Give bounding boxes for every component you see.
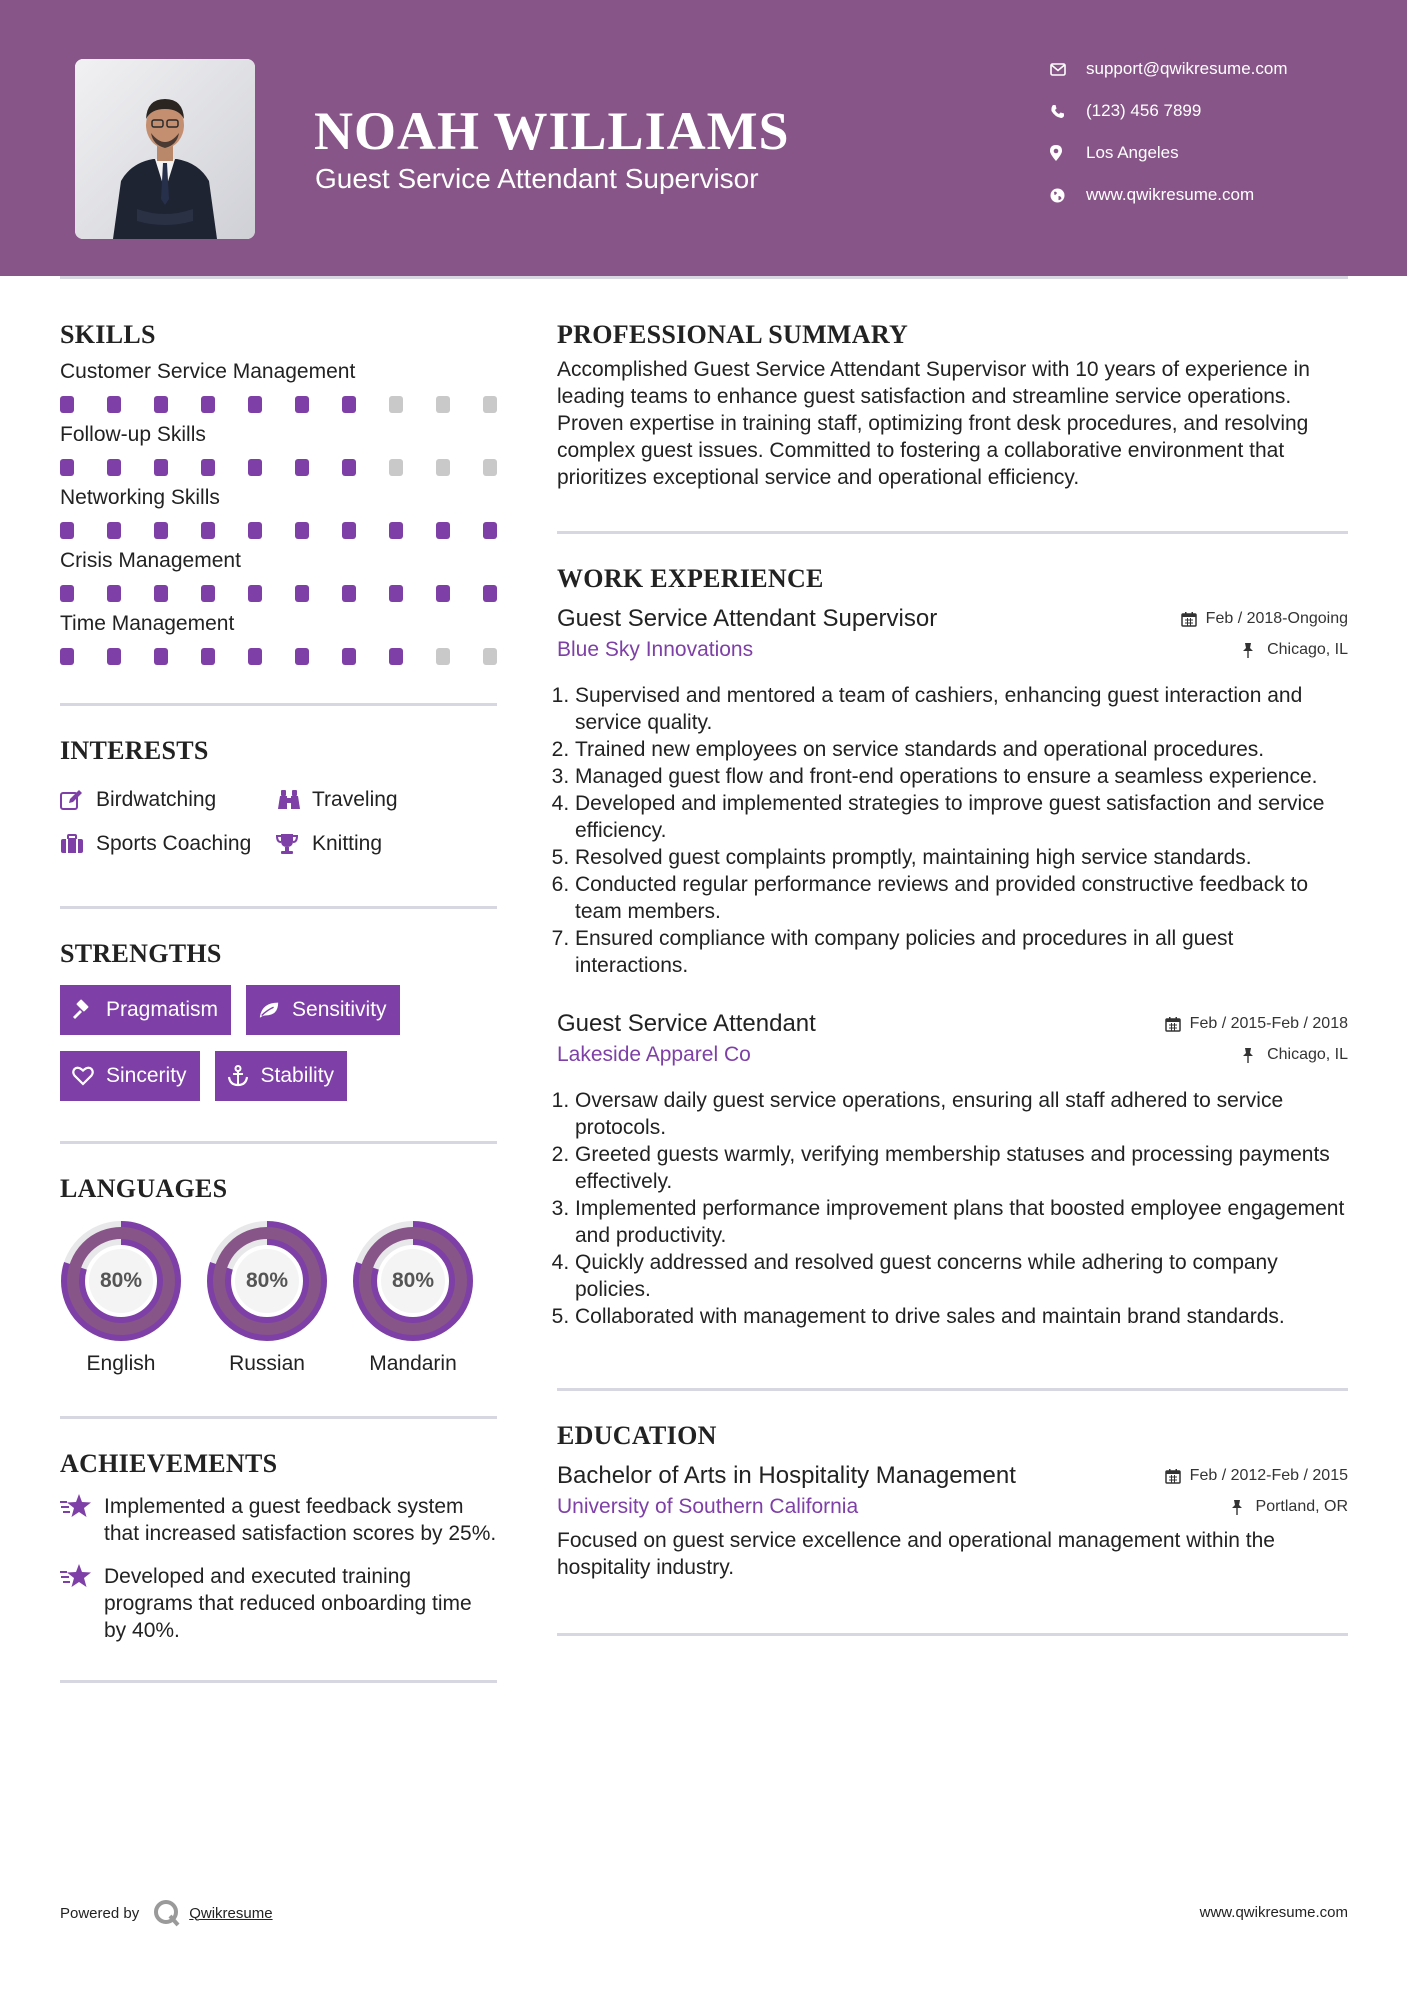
skill-dot-empty: [436, 648, 450, 665]
globe-icon: [1050, 185, 1074, 205]
education-entry: [557, 1461, 1348, 1581]
skill-dot-filled: [60, 648, 74, 665]
education-description: Focused on guest service excellence and operational management within the hospitality industry.: [557, 1529, 1275, 1579]
interest-item: [60, 822, 276, 866]
skills-title: SKILLS: [60, 320, 156, 349]
candidate-name: NOAH WILLIAMS: [314, 101, 790, 161]
language-name: English: [86, 1352, 156, 1375]
skill-dot-filled: [201, 396, 215, 413]
skill-dot-filled: [154, 648, 168, 665]
section-divider: [60, 1680, 497, 1683]
section-divider: [557, 531, 1348, 534]
contact-website-text: www.qwikresume.com: [1086, 185, 1255, 204]
skill-dot-filled: [107, 648, 121, 665]
section-divider: [557, 1633, 1348, 1636]
duty-item: 5. Collaborated with management to drive sales and maintain brand standards.: [575, 1303, 1348, 1330]
skill-dot-filled: [389, 648, 403, 665]
interest-item: [276, 778, 398, 822]
skill-dot-filled: [389, 522, 403, 539]
star-icon: [60, 1563, 92, 1589]
pin-icon: [1242, 1047, 1260, 1063]
skill-dot-filled: [201, 522, 215, 539]
strength-chip: [60, 985, 231, 1035]
job-title: Guest Service Attendant: [557, 1010, 816, 1037]
pin-icon: [1242, 642, 1260, 658]
header-divider: [60, 276, 1348, 279]
qwikresume-logo-icon: [153, 1899, 181, 1927]
right-column: [557, 318, 1348, 1636]
strength-chip: [246, 985, 400, 1035]
job-entry: [557, 1009, 1348, 1330]
achievement-item: [60, 1563, 497, 1644]
skill-dot-filled: [248, 396, 262, 413]
skill-level-dots: [60, 648, 497, 665]
strength-label: Pragmatism: [106, 998, 219, 1021]
achievements-title: ACHIEVEMENTS: [60, 1449, 278, 1478]
skills-list: [60, 358, 497, 665]
duty-item: 5. Resolved guest complaints promptly, maintaining high service standards.: [575, 844, 1348, 871]
achievement-text: Implemented a guest feedback system that increased satisfaction scores by 25%.: [104, 1495, 497, 1545]
skill-item: [60, 358, 497, 413]
duties-list: [557, 682, 1348, 979]
left-column: [60, 318, 497, 1683]
skill-dot-filled: [154, 585, 168, 602]
skill-dot-filled: [248, 522, 262, 539]
duty-item: 3. Managed guest flow and front-end operations to ensure a seamless experience.: [575, 763, 1348, 790]
skill-dot-empty: [389, 396, 403, 413]
skill-dot-filled: [248, 459, 262, 476]
school-name: University of Southern California: [557, 1495, 859, 1518]
skill-dot-filled: [60, 459, 74, 476]
duty-item: 7. Ensured compliance with company policies and procedures in all guest interactions.: [575, 925, 1348, 979]
skill-dot-filled: [154, 522, 168, 539]
skill-dot-empty: [436, 459, 450, 476]
phone-icon: [1050, 101, 1074, 121]
interest-label: Traveling: [312, 788, 398, 811]
skill-dot-empty: [389, 459, 403, 476]
skill-dot-filled: [295, 648, 309, 665]
skill-dot-filled: [295, 585, 309, 602]
section-divider: [60, 906, 497, 909]
skill-dot-filled: [248, 648, 262, 665]
skill-dot-filled: [342, 522, 356, 539]
skill-item: [60, 421, 497, 476]
skill-dot-filled: [60, 585, 74, 602]
job-location: [1242, 1046, 1348, 1064]
job-date-text: Feb / 2018-Ongoing: [1205, 610, 1348, 627]
section-divider: [557, 1388, 1348, 1391]
job-date: [1181, 610, 1348, 628]
language-donut: [60, 1220, 182, 1342]
language-item: [206, 1220, 328, 1376]
strengths-title: STRENGTHS: [60, 939, 222, 968]
languages-title: LANGUAGES: [60, 1174, 228, 1203]
degree-title: Bachelor of Arts in Hospitality Management: [557, 1462, 1016, 1489]
education-title: EDUCATION: [557, 1421, 717, 1450]
calendar-icon: [1165, 1016, 1183, 1032]
map-marker-icon: [1050, 143, 1074, 163]
duty-item: 3. Implemented performance improvement plans that boosted employee engagement and productivity.: [575, 1195, 1348, 1249]
job-location-text: Chicago, IL: [1267, 641, 1348, 658]
strengths-list: [60, 985, 497, 1117]
skill-dot-filled: [295, 396, 309, 413]
skill-dot-filled: [154, 396, 168, 413]
section-divider: [60, 703, 497, 706]
experience-title: WORK EXPERIENCE: [557, 564, 824, 593]
skill-dot-filled: [342, 585, 356, 602]
languages-list: [60, 1220, 497, 1376]
achievement-text: Developed and executed training programs that reduced onboarding time by 40%.: [104, 1565, 472, 1642]
section-divider: [60, 1141, 497, 1144]
strength-label: Sensitivity: [292, 998, 387, 1021]
language-donut: [352, 1220, 474, 1342]
skill-dot-filled: [60, 396, 74, 413]
skill-dot-empty: [483, 459, 497, 476]
skill-level-dots: [60, 522, 497, 539]
interests-title: INTERESTS: [60, 736, 209, 765]
contact-website[interactable]: [1050, 180, 1380, 210]
education-location-text: Portland, OR: [1255, 1498, 1348, 1515]
skill-item: [60, 610, 497, 665]
skill-level-dots: [60, 459, 497, 476]
job-date-text: Feb / 2015-Feb / 2018: [1189, 1015, 1348, 1032]
leaf-icon: [258, 999, 280, 1021]
skill-item: [60, 484, 497, 539]
skill-dot-filled: [342, 648, 356, 665]
strength-chip: [60, 1051, 200, 1101]
heart-icon: [72, 1065, 94, 1087]
skill-dot-filled: [60, 522, 74, 539]
envelope-icon: [1050, 59, 1074, 79]
skill-dot-filled: [295, 522, 309, 539]
education-date-text: Feb / 2012-Feb / 2015: [1189, 1467, 1348, 1484]
contact-phone-text: (123) 456 7899: [1086, 101, 1202, 120]
duty-item: 4. Developed and implemented strategies to improve guest satisfaction and service efficiency.: [575, 790, 1348, 844]
skill-dot-filled: [295, 459, 309, 476]
education-location: [1231, 1498, 1348, 1516]
skill-level-dots: [60, 585, 497, 602]
resume-header: [0, 0, 1407, 276]
language-donut: [206, 1220, 328, 1342]
skill-dot-filled: [154, 459, 168, 476]
skill-dot-filled: [436, 585, 450, 602]
footer-website[interactable]: www.qwikresume.com: [1199, 1904, 1348, 1921]
job-date: [1165, 1015, 1348, 1033]
language-percent: 80%: [245, 1269, 289, 1292]
skill-dot-filled: [107, 585, 121, 602]
skill-name: Time Management: [60, 612, 235, 635]
skill-dot-filled: [201, 459, 215, 476]
duty-item: 2. Trained new employees on service standards and operational procedures.: [575, 736, 1348, 763]
strength-label: Sincerity: [106, 1064, 187, 1087]
skill-dot-filled: [436, 522, 450, 539]
powered-by-text: Powered by: [60, 1904, 140, 1922]
skill-name: Customer Service Management: [60, 360, 356, 383]
skill-dot-empty: [483, 396, 497, 413]
interest-label: Sports Coaching: [96, 832, 252, 855]
gavel-icon: [72, 999, 94, 1021]
calendar-icon: [1181, 611, 1199, 627]
job-title: Guest Service Attendant Supervisor: [557, 605, 938, 632]
company-name: Lakeside Apparel Co: [557, 1043, 751, 1066]
language-item: [352, 1220, 474, 1376]
company-name: Blue Sky Innovations: [557, 638, 754, 661]
skill-name: Follow-up Skills: [60, 423, 206, 446]
contact-phone[interactable]: [1050, 96, 1380, 126]
skill-dot-empty: [436, 396, 450, 413]
binoculars-icon: [276, 788, 302, 812]
duty-item: 1. Supervised and mentored a team of cashiers, enhancing guest interaction and service quality.: [575, 682, 1348, 736]
duty-item: 2. Greeted guests warmly, verifying membership statuses and processing payments effectively.: [575, 1141, 1348, 1195]
skill-dot-filled: [107, 396, 121, 413]
section-divider: [60, 1416, 497, 1419]
pin-icon: [1231, 1499, 1249, 1515]
contact-email-text: support@qwikresume.com: [1086, 59, 1288, 78]
interest-label: Knitting: [312, 832, 383, 855]
edit-icon: [60, 788, 86, 812]
skill-dot-filled: [342, 396, 356, 413]
star-icon: [60, 1493, 92, 1519]
achievement-item: [60, 1493, 497, 1547]
duty-item: 6. Conducted regular performance reviews and provided constructive feedback to team members.: [575, 871, 1348, 925]
footer-powered-by: [60, 1899, 273, 1927]
education-date: [1165, 1467, 1348, 1485]
interests-list: [60, 778, 497, 866]
contact-email[interactable]: [1050, 54, 1380, 84]
duty-item: 1. Oversaw daily guest service operations, ensuring all staff adhered to service protocols.: [575, 1087, 1348, 1141]
job-entry: [557, 604, 1348, 979]
skill-dot-filled: [483, 522, 497, 539]
summary-title: PROFESSIONAL SUMMARY: [557, 320, 909, 349]
candidate-role: Guest Service Attendant Supervisor: [315, 163, 759, 194]
language-percent: 80%: [391, 1269, 435, 1292]
language-name: Russian: [229, 1352, 305, 1375]
interest-item: [60, 778, 276, 822]
trophy-icon: [276, 832, 302, 856]
profile-photo: [75, 59, 255, 239]
skill-dot-filled: [248, 585, 262, 602]
skill-item: [60, 547, 497, 602]
strength-label: Stability: [260, 1064, 335, 1087]
language-percent: 80%: [99, 1269, 143, 1292]
briefcase-icon: [60, 832, 86, 856]
achievements-list: [60, 1493, 497, 1644]
summary-text: Accomplished Guest Service Attendant Supervisor with 10 years of experience in leading teams to enhance guest satisfaction and streamline service operations. Proven expertise in training staff, optimizing front desk procedures, and resolving complex guest issues. Committed to fostering a collaborative environment that prioritizes exceptional service and operational efficiency.: [557, 358, 1310, 489]
skill-dot-filled: [201, 585, 215, 602]
contact-location: [1050, 138, 1380, 168]
job-location-text: Chicago, IL: [1267, 1046, 1348, 1063]
qwikresume-link[interactable]: Qwikresume: [189, 1904, 273, 1922]
skill-dot-filled: [483, 585, 497, 602]
skill-dot-filled: [201, 648, 215, 665]
skill-name: Crisis Management: [60, 549, 241, 572]
contact-location-text: Los Angeles: [1086, 143, 1179, 162]
strength-chip: [215, 1051, 348, 1101]
language-item: [60, 1220, 182, 1376]
duties-list: [557, 1087, 1348, 1330]
interest-label: Birdwatching: [96, 788, 217, 811]
anchor-icon: [227, 1065, 249, 1087]
job-location: [1242, 641, 1348, 659]
skill-dot-filled: [389, 585, 403, 602]
skill-dot-filled: [107, 522, 121, 539]
skill-dot-empty: [483, 648, 497, 665]
skill-dot-filled: [107, 459, 121, 476]
interest-item: [276, 822, 382, 866]
language-name: Mandarin: [369, 1352, 457, 1375]
duty-item: 4. Quickly addressed and resolved guest concerns while adhering to company policies.: [575, 1249, 1348, 1303]
skill-level-dots: [60, 396, 497, 413]
calendar-icon: [1165, 1468, 1183, 1484]
skill-name: Networking Skills: [60, 486, 220, 509]
skill-dot-filled: [342, 459, 356, 476]
